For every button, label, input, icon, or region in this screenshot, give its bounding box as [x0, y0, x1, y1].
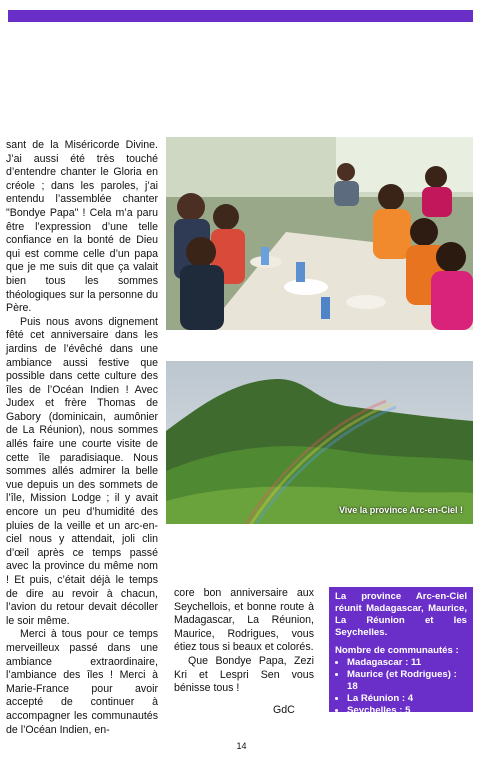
info-box-intro: La province Arc-en-Ciel réunit Madagascar, Maurice, La Réunion et les Seychelles. [335, 591, 467, 638]
paragraph: Puis nous avons dignement fêté cet anniversaire dans les jardins de l’évêché dans une ambiance aussi festive que possible dans cette culture des îles de l’Océan Indien ! Avec Judex et frère Thomas de Gabory (dominicain, aumônier de La Réunion), nous sommes allés faire une courte visite de cette île paradisiaque. Nous sommes allés admirer la belle vue depuis un des sommets de l’île, Mission Lodge ; il y avait encore un peu d’humidité des pluies de la veille et un arc-en-ciel nous y attendait, joli clin d’œil après ce temps passé avec la province du même nom ! Et puis, c’était déjà le temps de dire au revoir à chacun, l’avion du retour devait décoller le soir même. [6, 315, 158, 627]
list-item: • Madagascar : 11 [347, 657, 467, 669]
landscape-photo [166, 361, 473, 524]
gathering-photo [166, 137, 473, 330]
page-number: 14 [236, 741, 247, 751]
article-left-column [6, 139, 158, 737]
list-item: • La Réunion : 4 [347, 693, 467, 705]
list-item: • Maurice (et Rodrigues) : 18 [347, 669, 467, 693]
photo-caption: Vive la province Arc-en-Ciel ! [338, 505, 463, 515]
community-list [335, 657, 467, 717]
paragraph: sant de la Miséricorde Divine. J’ai aussi été très touché d’entendre chanter le Gloria en créole ; dans les paroles, j’ai entendu l’assemblée chanter "Bondye Papa" ! Cela m’a paru être l’expression d’une telle confiance en la bonté de Dieu qui est comme celle d’un papa que je me suis dit que ça valait bien tous les sommes théologiques sur la personne du Père. [6, 139, 158, 315]
list-item: • Seychelles : 5 [347, 705, 467, 717]
header-bar [8, 10, 473, 22]
info-box-heading: Nombre de communautés : [335, 645, 459, 656]
paragraph: Que Bondye Papa, Zezi Kri et Lespri Sen vous bénisse tous ! [174, 654, 314, 695]
info-box [329, 587, 473, 716]
signature: GdC [273, 704, 295, 716]
paragraph: Merci à tous pour ce temps merveilleux passé dans une ambiance extraordinaire, l’ambiance des îles ! Merci à Marie-France pour avoir accepté de continuer à accompagner les communautés de l’Océan Indien, en- [6, 628, 158, 736]
article-middle-column [174, 587, 314, 696]
paragraph: core bon anniversaire aux Seychellois, et bonne route à Madagascar, La Réunion, Maurice, Rodrigues, vous étiez tous si beaux et colorés. [174, 587, 314, 654]
